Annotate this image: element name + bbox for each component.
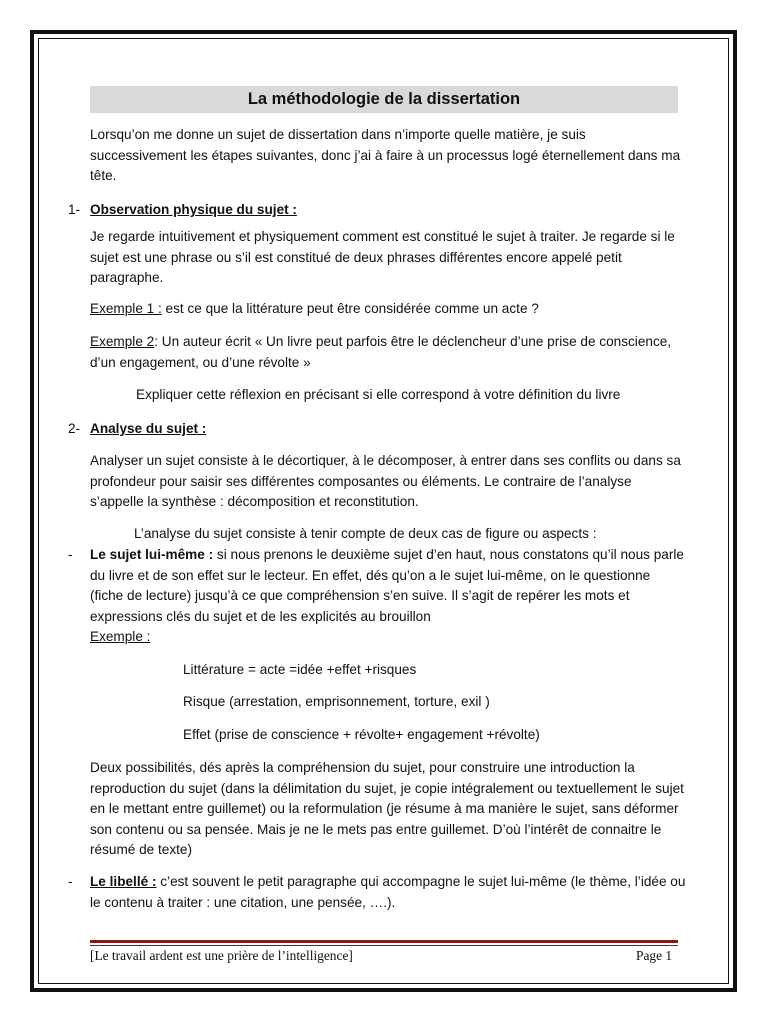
section2-paragraph: Analyser un sujet consiste à le décortiquer, à le décomposer, à entrer dans ses conflits ou dans sa profondeur pour saisir ses différentes composantes ou éléments. Le contraire de l’analyse s’appelle la synthèse : décomposition et reconstitution. bbox=[90, 453, 681, 509]
document-title-text: La méthodologie de la dissertation bbox=[247, 90, 521, 108]
document-title bbox=[90, 86, 678, 113]
formula-line-2: Risque (arrestation, emprisonnement, torture, exil ) bbox=[183, 694, 490, 709]
example2-text: : Un auteur écrit « Un livre peut parfois être le déclencheur d’une prise de conscience, d’un engagement, ou d’une révolte » bbox=[90, 334, 672, 370]
bullet2-paragraph bbox=[90, 872, 686, 913]
bullet2-dash: - bbox=[68, 874, 73, 889]
bullet1-text: si nous prenons le deuxième sujet d’en haut, nous constatons qu’il nous parle du livre et de son effet sur le lecteur. En effet, dés qu’on a le sujet lui-même, on le questionne (fiche de lecture) jusqu’à ce que compréhension s’en suive. Il s’agit de repérer les mots et expressions clés du sujet et de les explicités au brouillon bbox=[90, 547, 684, 624]
possibilities-paragraph: Deux possibilités, dés après la compréhension du sujet, pour construire une introduction la reproduction du sujet (dans la délimitation du sujet, je copie intégralement ou textuellement le sujet en le mettant entre guillemet) ou la reformulation (je résume à ma manière le sujet, sans déformer son contenu ou sa pensée. Mais je ne le mets pas entre guillemet. D’où l’intérêt de connaitre le résumé de texte) bbox=[90, 760, 684, 857]
example2-line bbox=[90, 332, 686, 373]
formula-line-3: Effet (prise de conscience + révolte+ engagement +révolte) bbox=[183, 727, 540, 742]
section2-number: 2- bbox=[68, 421, 81, 436]
bullet1-dash: - bbox=[68, 547, 73, 562]
bullet2-text: c’est souvent le petit paragraphe qui accompagne le sujet lui-même (le thème, l’idée ou le contenu à traiter : une citation, une pensée, ….). bbox=[90, 874, 686, 910]
page-number: Page 1 bbox=[636, 948, 673, 963]
example-label: Exemple : bbox=[90, 629, 151, 644]
bullet1-label: Le sujet lui-même : bbox=[90, 547, 214, 562]
example1-line bbox=[90, 299, 686, 320]
cases-intro-line: L’analyse du sujet consiste à tenir compte de deux cas de figure ou aspects : bbox=[134, 526, 597, 541]
footer-motto: [Le travail ardent est une prière de l’intelligence] bbox=[90, 948, 353, 963]
example1-label: Exemple 1 : bbox=[90, 301, 162, 316]
section1-number: 1- bbox=[68, 202, 81, 217]
example2-label: Exemple 2 bbox=[90, 334, 155, 349]
formula-line-1: Littérature = acte =idée +effet +risques bbox=[183, 662, 417, 677]
section2-heading: Analyse du sujet : bbox=[90, 421, 207, 436]
section1-paragraph: Je regarde intuitivement et physiquement comment est constitué le sujet à traiter. Je regarde si le sujet est une phrase ou s’il est constitué de deux phrases différentes encore appelé petit paragraphe. bbox=[90, 229, 675, 285]
example1-text: est ce que la littérature peut être considérée comme un acte ? bbox=[161, 301, 539, 316]
section1-heading: Observation physique du sujet : bbox=[90, 202, 297, 217]
footer-rule bbox=[90, 940, 678, 946]
bullet1-paragraph bbox=[90, 545, 686, 627]
instruction-line: Expliquer cette réflexion en précisant si elle correspond à votre définition du livre bbox=[136, 387, 621, 402]
intro-paragraph: Lorsqu’on me donne un sujet de dissertation dans n’importe quelle matière, je suis successivement les étapes suivantes, donc j’ai à faire à un processus logé éternellement dans ma tête. bbox=[90, 127, 681, 183]
bullet2-label: Le libellé : bbox=[90, 874, 157, 889]
